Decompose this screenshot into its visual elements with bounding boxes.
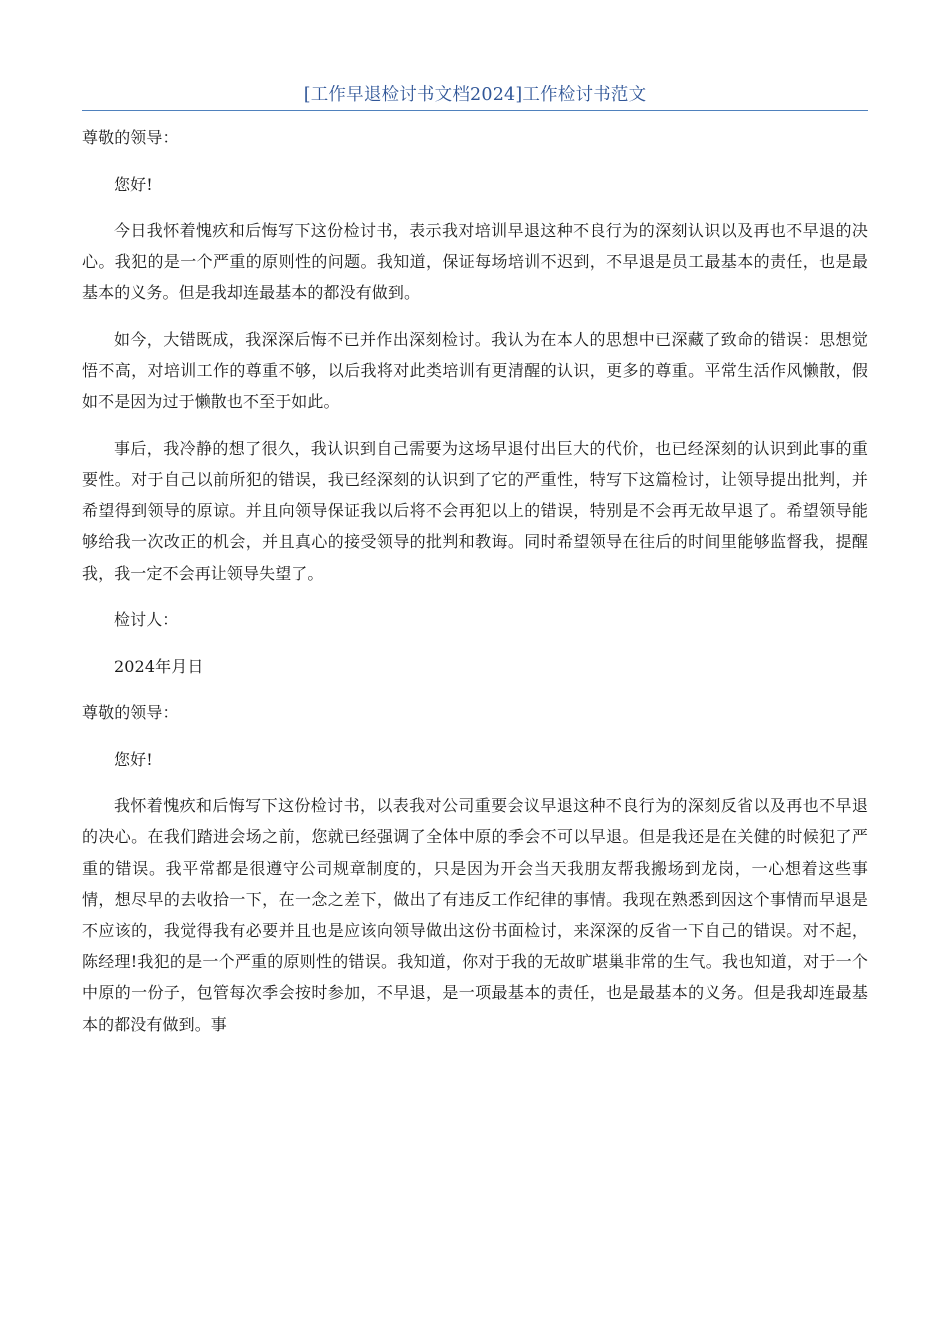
document-body xyxy=(82,122,868,1055)
signature-label: 检讨人： xyxy=(114,610,179,630)
body-paragraph: 今日我怀着愧疚和后悔写下这份检讨书，表示我对培训早退这种不良行为的深刻认识以及再也不早退的决心。我犯的是一个严重的原则性的问题。我知道，保证每场培训不迟到，不早退是员工最基本的责任，也是最基本的义务。但是我却连最基本的都没有做到。 xyxy=(82,221,868,303)
page-header xyxy=(82,80,868,111)
body-paragraph: 如今，大错既成，我深深后悔不已并作出深刻检讨。我认为在本人的思想中已深藏了致命的错误：思想觉悟不高，对培训工作的尊重不够，以后我将对此类培训有更清醒的认识，更多的尊重。平常生活作风懒散，假如不是因为过于懒散也不至于如此。 xyxy=(82,329,868,412)
document-title: [工作早退检讨书文档2024]工作检讨书范文 xyxy=(303,85,647,105)
greeting: 您好! xyxy=(114,749,153,769)
salutation: 尊敬的领导： xyxy=(82,128,179,147)
body-paragraph: 事后，我冷静的想了很久，我认识到自己需要为这场早退付出巨大的代价，也已经深刻的认识到此事的重要性。对于自己以前所犯的错误，我已经深刻的认识到了它的严重性，特写下这篇检讨，让领导提出批判，并希望得到领导的原谅。并且向领导保证我以后将不会再犯以上的错误，特别是不会再无故早退了。希望领导能够给我一次改正的机会，并且真心的接受领导的批判和教诲。同时希望领导在往后的时间里能够监督我，提醒我，我一定不会再让领导失望了。 xyxy=(82,438,868,583)
salutation: 尊敬的领导： xyxy=(82,703,179,723)
body-paragraph: 我怀着愧疚和后悔写下这份检讨书，以表我对公司重要会议早退这种不良行为的深刻反省以及再也不早退的决心。在我们踏进会场之前，您就已经强调了全体中原的季会不可以早退。但是我还是在关健的时候犯了严重的错误。我平常都是很遵守公司规章制度的，只是因为开会当天我朋友帮我搬场到龙岗，一心想着这些事情，想尽早的去收拾一下，在一念之差下，做出了有违反工作纪律的事情。我现在熟悉到因这个事情而早退是不应该的，我觉得我有必要并且也是应该向领导做出这份书面检讨，来深深的反省一下自己的错误。对不起，陈经理!我犯的是一个严重的原则性的错误。我知道，你对于我的无故旷堪巢非常的生气。我也知道，对于一个中原的一份子，包管每次季会按时参加，不早退，是一项最基本的责任，也是最基本的义务。但是我却连最基本的都没有做到。事 xyxy=(82,796,868,1034)
date-line: 2024年月日 xyxy=(114,656,204,676)
greeting: 您好! xyxy=(114,174,153,194)
